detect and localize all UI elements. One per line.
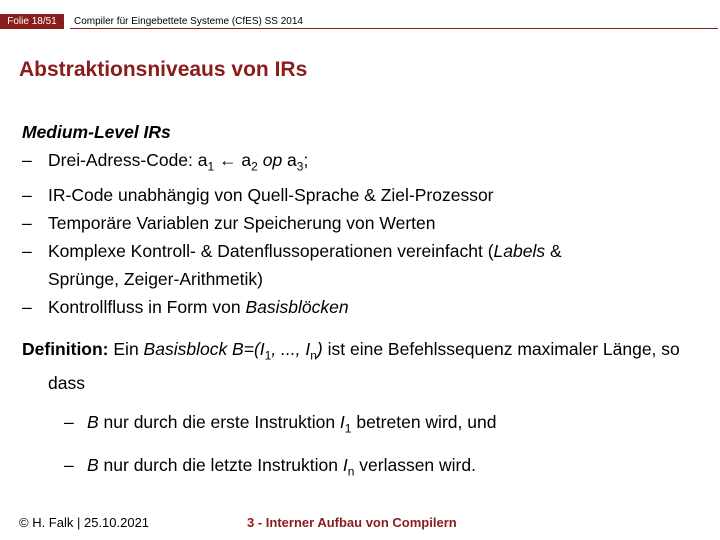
definition-italic: Basisblock B=(I — [143, 338, 265, 359]
definition-italic: ) — [316, 338, 323, 359]
condition-italic: I — [342, 454, 348, 475]
condition-text: verlassen wird. — [354, 454, 476, 475]
condition-item — [22, 450, 702, 487]
bullet-text: IR-Code unabhängig von Quell-Sprache & Ziel-Prozessor — [48, 184, 494, 205]
bullet-italic: op — [257, 150, 283, 170]
subscript: n — [347, 464, 355, 478]
condition-item — [22, 407, 702, 444]
definition-italic: , ..., I — [271, 338, 311, 359]
slide-title: Abstraktionsniveaus von IRs — [19, 58, 308, 81]
dash-icon: – — [22, 150, 32, 170]
bullet-text: ; — [303, 150, 309, 170]
subscript: 1 — [207, 159, 215, 174]
definition-text: Ein — [108, 338, 144, 359]
bullet-text: Drei-Adress-Code: a — [48, 150, 208, 170]
section-title: Medium-Level IRs — [22, 122, 171, 142]
bullet-continuation: Sprünge, Zeiger-Arithmetik) — [48, 268, 263, 289]
condition-italic: B — [87, 412, 99, 432]
bullet-item — [22, 209, 702, 237]
slide-number-badge: Folie 18/51 — [0, 14, 64, 29]
dash-icon: – — [64, 412, 74, 432]
course-title: Compiler für Eingebettete Systeme (CfES) SS 2014 — [74, 16, 303, 27]
footer-chapter: 3 - Interner Aufbau von Compilern — [247, 515, 457, 530]
bullet-text: a — [282, 150, 297, 170]
dash-icon: – — [64, 454, 74, 475]
slide-content — [22, 118, 702, 486]
definition-text: ist eine Befehlssequenz maximaler Länge, so dass — [48, 338, 680, 393]
bullet-text: Komplexe Kontroll- & Datenflussoperationen vereinfacht ( — [48, 240, 494, 261]
condition-text: nur durch die letzte Instruktion — [98, 454, 343, 475]
bullet-text: Kontrollfluss in Form von — [48, 296, 246, 317]
bullet-italic: Basisblöcken — [245, 296, 349, 317]
bullet-text: ← a — [214, 150, 252, 170]
subscript: 1 — [264, 348, 272, 362]
subscript: 1 — [344, 421, 352, 436]
definition-paragraph — [22, 335, 702, 398]
header-divider — [70, 28, 718, 29]
bullet-item — [22, 237, 702, 265]
footer-author: © H. Falk | 25.10.2021 — [19, 515, 150, 530]
dash-icon: – — [22, 184, 32, 205]
dash-icon: – — [22, 240, 32, 261]
condition-text: nur durch die erste Instruktion — [98, 412, 340, 432]
condition-text: betreten wird, und — [351, 412, 497, 432]
dash-icon: – — [22, 296, 32, 317]
bullet-item — [22, 293, 702, 321]
dash-icon: – — [22, 212, 32, 233]
bullet-italic: Labels — [493, 240, 546, 261]
definition-label: Definition: — [22, 338, 109, 359]
subscript: n — [310, 348, 317, 362]
condition-italic: B — [87, 454, 99, 475]
bullet-item — [22, 181, 702, 209]
subscript: 2 — [251, 159, 258, 174]
bullet-item — [22, 146, 702, 181]
bullet-text: Temporäre Variablen zur Speicherung von Werten — [48, 212, 436, 233]
bullet-text: & — [545, 240, 562, 261]
subscript: 3 — [296, 159, 304, 174]
condition-italic: I — [339, 412, 345, 432]
